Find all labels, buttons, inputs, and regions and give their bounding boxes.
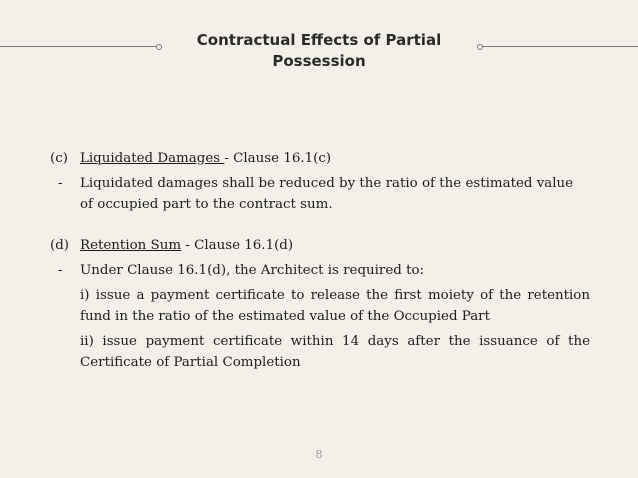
item-d-subpoint-row xyxy=(50,285,590,327)
item-d-heading-title: Retention Sum xyxy=(80,238,182,253)
item-d-heading xyxy=(80,235,590,256)
item-c-text: Liquidated damages shall be reduced by the ratio of the estimated value of occupied part to the contract sum. xyxy=(80,176,574,212)
slide-title-line-2: Possession xyxy=(272,52,366,70)
item-d-subpoint-row xyxy=(50,331,590,373)
slide-title xyxy=(170,30,468,72)
title-rule-left xyxy=(0,46,156,47)
item-c-bullet-row xyxy=(50,173,590,215)
item-d-heading-row xyxy=(50,235,590,256)
item-d-bullet: - xyxy=(58,263,63,278)
title-rule-left-dot xyxy=(156,44,162,50)
item-d-text: Under Clause 16.1(d), the Architect is required to: xyxy=(80,263,425,278)
item-d-clause: - Clause 16.1(d) xyxy=(181,238,294,253)
page-number: 8 xyxy=(315,448,323,461)
item-c-heading-row xyxy=(50,148,590,169)
item-c-clause: - Clause 16.1(c) xyxy=(224,151,332,166)
item-d-subpoint-2: ii) issue payment certificate within 14 days after the issuance of the Certificate of Partial Completion xyxy=(80,334,590,370)
title-rule-right-dot xyxy=(477,44,483,50)
item-c-heading xyxy=(80,148,590,169)
item-c-marker: (c) xyxy=(50,151,68,166)
item-d-bullet-row xyxy=(50,260,590,281)
item-c-bullet: - xyxy=(58,176,63,191)
item-d-marker: (d) xyxy=(50,238,70,253)
slide-title-line-1: Contractual Effects of Partial xyxy=(196,31,442,49)
title-rule-right xyxy=(482,46,638,47)
item-d-subpoint-1: i) issue a payment certificate to release the first moiety of the retention fund in the ratio of the estimated value of the Occupied Part xyxy=(80,288,590,324)
item-c-heading-title: Liquidated Damages xyxy=(80,151,225,166)
slide-body xyxy=(50,148,590,373)
